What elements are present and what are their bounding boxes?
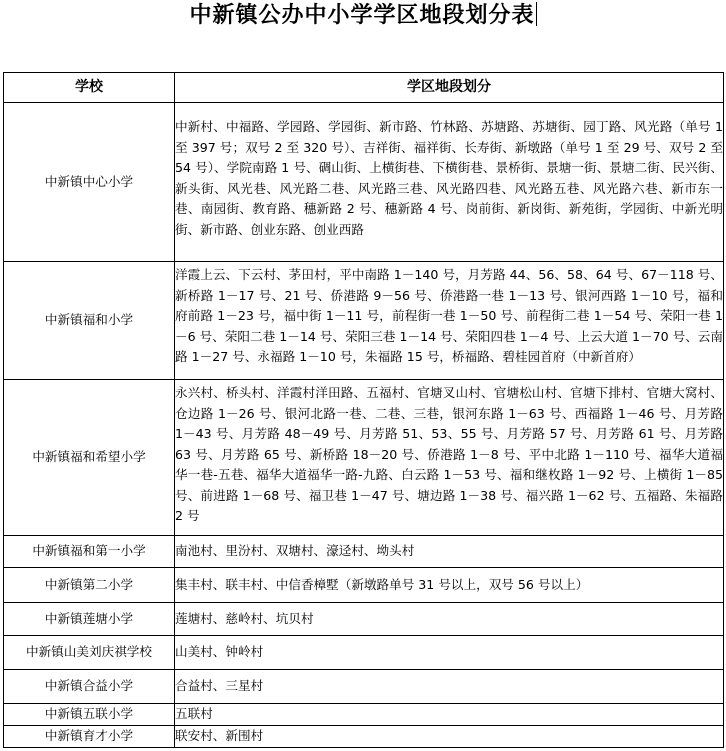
- table-row: [4, 726, 724, 748]
- page-title-text: 中新镇公办中小学学区地段划分表: [189, 3, 535, 28]
- table-row: [4, 536, 724, 568]
- district-assignment: 集丰村、联丰村、中信香樟墅（新墩路单号 31 号以上，双号 56 号以上）: [175, 568, 724, 603]
- district-assignment: 莲塘村、慈岭村、坑贝村: [175, 603, 724, 636]
- district-text: 永兴村、桥头村、洋霞村洋田路、五福村、官塘叉山村、官塘松山村、官塘下排村、官塘大窝村、仓边路 1－26 号、银河北路一巷、二巷、三巷，银河东路 1－63 号、西福路 1－46 号、月芳路 1－43 号、月芳路 48－49 号、月芳路 51、53、55 号、月芳路 57 号、月芳路 61 号、月芳路 63 号、月芳路 65 号、新桥路 18－20 号、侨港路 1－8 号、平中北路 1－110 号、福华大道福华一巷-五巷、福华大道福华一路-九路、白云路 1－53 号、福和继枚路 1－92 号、上横街 1－85 号、前进路 1－68 号、福卫巷 1－47 号、塘边路 1－38 号、福兴路 1－62 号、五福路、朱福路 2 号: [175, 385, 723, 523]
- school-name: 中新镇莲塘小学: [4, 603, 175, 636]
- school-name: 中新镇合益小学: [4, 670, 175, 704]
- district-assignment: 联安村、新围村: [175, 726, 724, 748]
- table-row: [4, 380, 724, 536]
- district-assignment: 五联村: [175, 704, 724, 726]
- school-name: 中新镇中心小学: [4, 103, 175, 262]
- header-district: 学区地段划分: [175, 73, 724, 103]
- school-name: 中新镇福和第一小学: [4, 536, 175, 568]
- header-school: 学校: [4, 73, 175, 103]
- school-name: 中新镇福和小学: [4, 262, 175, 380]
- table-row: [4, 670, 724, 704]
- school-name: 中新镇山美刘庆祺学校: [4, 636, 175, 670]
- table-row: [4, 636, 724, 670]
- table-header-row: [4, 73, 724, 103]
- page-title: [0, 2, 726, 30]
- district-text: 洋霞上云、下云村、茅田村，平中南路 1－140 号，月芳路 44、56、58、64 号、67－118 号、新桥路 1－17 号、21 号、侨港路 9－56 号、侨港路一巷 1－13 号、银河西路 1－10 号，福和府前路 1－23 号，福中街 1－11 号，前程街一巷 1－50 号、前程街二巷 1－54 号、荣阳一巷 1－6 号、荣阳二巷 1－14 号、荣阳三巷 1－14 号、荣阳四巷 1－4 号、上云大道 1－70 号、云南路 1－27 号、永福路 1－10 号，朱福路 15 号，桥福路、碧桂园首府（中新首府）: [175, 267, 723, 364]
- table-row: [4, 262, 724, 380]
- table-row: [4, 603, 724, 636]
- district-assignment: [175, 103, 724, 262]
- table-row: [4, 568, 724, 603]
- district-assignment: [175, 262, 724, 380]
- district-text: 中新村、中福路、学园路、学园街、新市路、竹林路、苏塘路、苏塘街、园丁路、风光路（单号 1 至 397 号；双号 2 至 320 号）、吉祥街、福祥街、长寿街、新墩路（单号 1 至 29 号、双号 2 至 54 号）、学院南路 1 号、碉山街、上横街巷、下横街巷、景桥街、景塘一街、景塘二街、民兴街、新头街、风光巷、风光路二巷、风光路三巷、风光路四巷、风光路五巷、风光路六巷、新市东一巷、南园街、教育路、穗新路 2 号、穗新路 4 号、岗前街、新岗街、新苑街，学园街、中新光明街、新市路、创业东路、创业西路: [175, 119, 723, 237]
- district-assignment: 山美村、钟岭村: [175, 636, 724, 670]
- district-assignment: [175, 380, 724, 536]
- school-name: 中新镇福和希望小学: [4, 380, 175, 536]
- school-district-table: [3, 72, 724, 748]
- text-cursor: [536, 2, 537, 26]
- school-name: 中新镇第二小学: [4, 568, 175, 603]
- table-row: [4, 704, 724, 726]
- table-row: [4, 103, 724, 262]
- district-assignment: 合益村、三星村: [175, 670, 724, 704]
- school-name: 中新镇育才小学: [4, 726, 175, 748]
- district-assignment: 南池村、里汾村、双塘村、濠迳村、坳头村: [175, 536, 724, 568]
- school-name: 中新镇五联小学: [4, 704, 175, 726]
